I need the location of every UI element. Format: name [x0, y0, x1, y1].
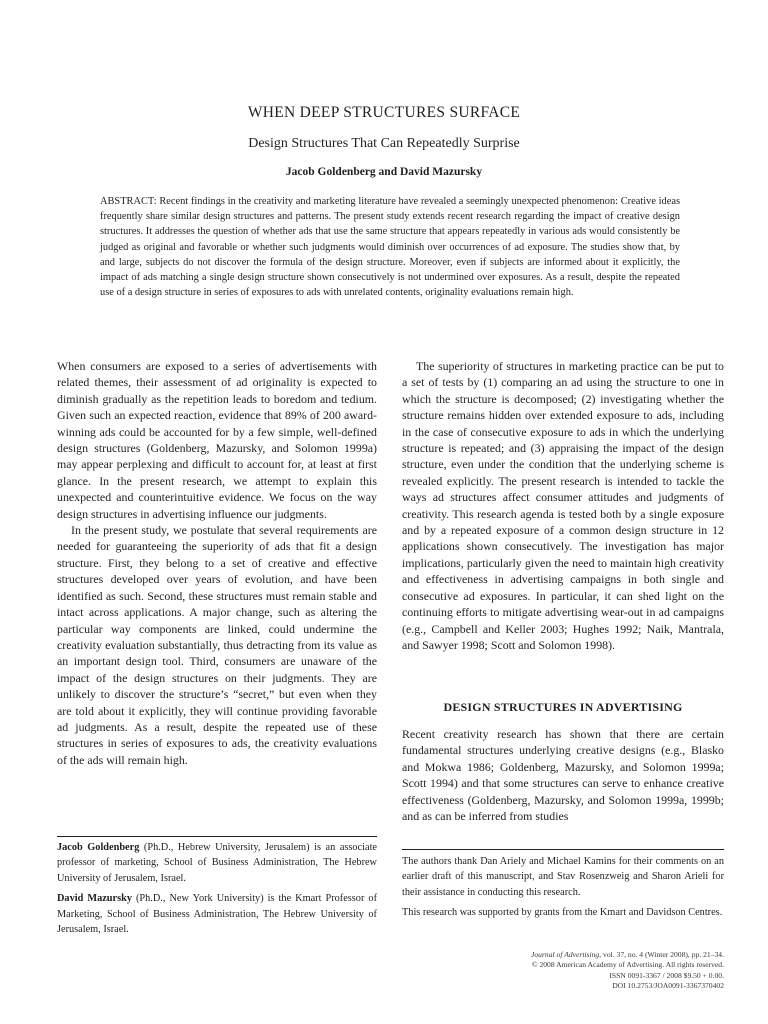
author-note-name: Jacob Goldenberg — [57, 842, 140, 853]
body-column-left — [57, 358, 377, 768]
issn-line: ISSN 0091-3367 / 2008 $9.50 + 0.00. — [609, 970, 724, 980]
body-paragraph: Recent creativity research has shown that there are certain fundamental structures underlying creative designs (e.g., Blasko and Mokwa 1986; Goldenberg, Mazursky, and Solomon 1999a; Scott 1994) and that some structures can serve to enhance creative effectiveness (Goldenberg, Mazursky, and Solomon 1999a, 1999b; and as can be inferred from studies — [402, 727, 724, 824]
doi-line: DOI 10.2753/JOA0091-3367370402 — [612, 981, 724, 991]
body-paragraph: The superiority of structures in marketing practice can be put to a set of tests by (1) comparing an ad using the structure to one in which the structure is decomposed; (2) investigating whether the structure remains hidden over extended exposure to ads, including in the case of consecutive exposure to ads in which the underlying structure is repeated; and (3) appraising the impact of the design structure, even under the condition that the underlying scheme is revealed explicitly. The present research is intended to tackle the ways ad structures affect consumer attitudes and judgments of creativity. This research agenda is tested both by a single exposure and by a repeated exposure of a common design structure in 12 applications shown consecutively. The investigation has major implications, particularly given the need to maintain high creativity and effectiveness in advertising campaigns in both single and consecutive ad exposures. In particular, it can shed light on the continuing efforts to mitigate advertising wear-out in ad campaigns (e.g., Campbell and Keller 2003; Hughes 1992; Naik, Mantrala, and Sawyer 1998; Scott and Solomon 1998). — [402, 359, 724, 652]
journal-name: Journal of Advertising — [531, 950, 600, 959]
footnote-divider-left — [57, 836, 377, 837]
citation-details: , vol. 37, no. 4 (Winter 2008), pp. 21–34. — [599, 950, 724, 959]
journal-citation — [364, 950, 724, 992]
acknowledgment: This research was supported by grants from the Kmart and Davidson Centres. — [402, 907, 723, 919]
acknowledgments — [402, 854, 724, 926]
body-paragraph: In the present study, we postulate that several requirements are needed for guaranteeing the superiority of ads that fit a design structure. First, they belong to a set of creative and effective structures developed over years of evolution, and have been identified as such. Second, these structures must remain stable and intact across applications. A major change, such as altering the particular way components are linked, could undermine the creativity evaluation substantially, thus detracting from its value as an important design tool. Third, consumers are unaware of the impact of the design structures on their judgments. They are unlikely to discover the structure’s “secret,” but even when they are told about it explicitly, they will continue providing favorable ad judgments. As a result, despite the repeated use of these structures in series of exposures to ads, the creativity evaluations of the ads will remain high. — [57, 523, 377, 767]
body-column-right-section — [402, 726, 724, 824]
article-subtitle: Design Structures That Can Repeatedly Surprise — [248, 136, 520, 151]
footnote-divider-right — [402, 849, 724, 850]
author-notes — [57, 840, 377, 942]
author-note-name: David Mazursky — [57, 893, 132, 905]
author-note — [57, 891, 377, 937]
abstract: ABSTRACT: Recent findings in the creativity and marketing literature have revealed a seemingly unexpected phenomenon: Creative ideas frequently share similar design structures and patterns. The present study extends recent research regarding the impact of creative design structures. It addresses the question of whether ads that use the same structure that appears repeatedly in various ads would consistently be judged as original and favorable or whether such judgments would diminish over occurrences of ad exposure. The studies show that, by and large, subjects do not discover the formula of the design structure. Moreover, even if subjects are informed about it explicitly, the impact of ads matching a single design structure shown consecutively is not undermined over exposures. As a result, despite the repeated use of a design structure in series of exposures to ads with unrelated contents, originality evaluations remain high. — [100, 196, 680, 299]
author-note — [57, 840, 377, 886]
acknowledgment: The authors thank Dan Ariely and Michael Kamins for their comments on an earlier draft of this manuscript, and Stav Rosenzweig and Sharon Arieli for their assistance in conducting this research. — [402, 856, 724, 898]
section-heading: DESIGN STRUCTURES IN ADVERTISING — [443, 700, 683, 714]
copyright-line: © 2008 American Academy of Advertising. All rights reserved. — [531, 960, 724, 970]
body-column-right — [402, 358, 724, 653]
article-authors: Jacob Goldenberg and David Mazursky — [285, 166, 483, 178]
author-note-text: (Ph.D., Hebrew University, Jerusalem) is an associate professor of marketing, School of Business Administration, The Hebrew University of Jerusalem, Israel. — [57, 842, 377, 884]
article-title: WHEN DEEP STRUCTURES SURFACE — [247, 104, 521, 121]
body-paragraph: When consumers are exposed to a series of advertisements with related themes, their assessment of ad originality is expected to diminish gradually as the repetition leads to boredom and tedium. Given such an expected reaction, evidence that 89% of 200 award-winning ads could be accounted for by a few simple, well-defined design structures (Goldenberg, Mazursky, and Solomon 1999a) may appear perplexing and difficult to account for, at least at first glance. In the present research, we attempt to explain this unexpected and counterintuitive evidence. We focus on the way design structures in advertising influence our judgments. — [57, 359, 377, 521]
author-note-text: (Ph.D., New York University) is the Kmart Professor of Marketing, School of Business Administration, The Hebrew University of Jerusalem, Israel. — [57, 893, 377, 936]
citation-line — [364, 950, 724, 960]
